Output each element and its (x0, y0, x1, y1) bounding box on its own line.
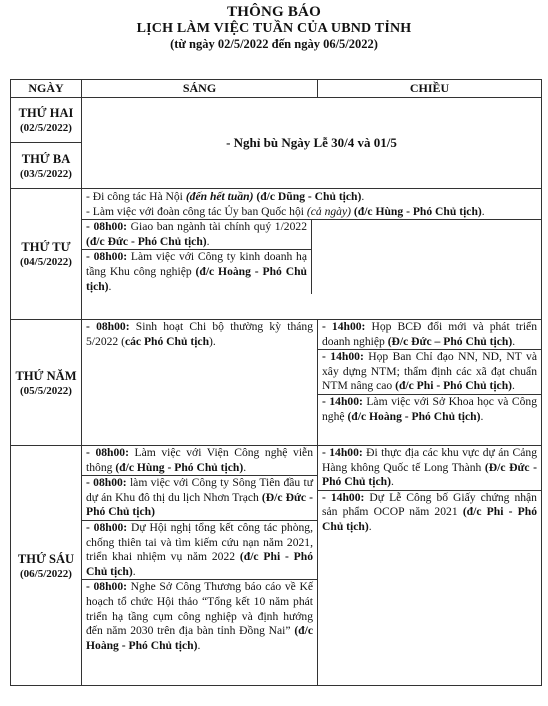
list-item: - 08h00: Sinh hoạt Chi bộ thường kỳ tháng 5/2022 (các Phó Chủ tịch). (86, 320, 313, 348)
day-cell-tuesday (11, 143, 82, 189)
document-header (0, 0, 548, 52)
list-item: - 14h00: Đi thực địa các khu vực dự án Cảng Hàng không Quốc tế Long Thành (Đ/c Đức - Phó Chủ tịch). (318, 446, 541, 491)
column-header-morning: SÁNG (82, 80, 318, 98)
wednesday-morning (82, 220, 312, 294)
day-date: (03/5/2022) (20, 167, 72, 180)
friday-afternoon (318, 446, 542, 686)
thursday-afternoon (318, 320, 542, 446)
list-item: - 08h00: Làm việc với Viện Công nghệ viễn thông (đ/c Hùng - Phó Chủ tịch). (82, 446, 317, 476)
thursday-morning (82, 320, 318, 446)
day-date: (04/5/2022) (20, 256, 72, 268)
day-cell-monday (11, 98, 82, 143)
table-row-friday (11, 446, 542, 686)
list-item: - 08h00: Làm việc với Công ty kinh doanh hạ tầng Khu công nghiệp (đ/c Hoàng - Phó Chủ tịch). (86, 250, 307, 293)
day-date: (06/5/2022) (20, 567, 72, 580)
day-name: THỨ SÁU (17, 551, 75, 566)
table-row-wednesday (11, 189, 542, 320)
table-header-row (11, 80, 542, 98)
list-item: - Đi công tác Hà Nội (đến hết tuần) (đ/c Dũng - Chủ tịch). (86, 190, 365, 203)
schedule-table (10, 79, 542, 686)
day-name: THỨ TƯ (21, 240, 71, 254)
holiday-cell: - Nghỉ bù Ngày Lễ 30/4 và 01/5 (82, 98, 542, 189)
column-header-afternoon: CHIỀU (318, 80, 542, 98)
date-range: (từ ngày 02/5/2022 đến ngày 06/5/2022) (170, 37, 378, 51)
day-cell-wednesday (11, 189, 82, 320)
list-item: - 14h00: Họp BCĐ đổi mới và phát triển doanh nghiệp (Đ/c Đức – Phó Chủ tịch). (318, 320, 541, 350)
day-cell-friday (11, 446, 82, 686)
day-date: (02/5/2022) (20, 122, 72, 134)
document-title: THÔNG BÁO (227, 4, 321, 20)
list-item: - 08h00: Dự Hội nghị tổng kết công tác phòng, chống thiên tai và tìm kiếm cứu nạn năm 2021, triển khai nhiệm vụ năm 2022 (đ/c Phi - Phó Chủ tịch). (82, 521, 317, 580)
list-item: - Làm việc với đoàn công tác Ủy ban Quốc hội (cả ngày) (đ/c Hùng - Phó Chủ tịch). (86, 204, 485, 218)
wednesday-split (82, 219, 541, 294)
document-subtitle: LỊCH LÀM VIỆC TUẦN CỦA UBND TỈNH (136, 21, 412, 36)
day-name: THỨ HAI (18, 106, 74, 120)
list-item: - 08h00: Nghe Sở Công Thương báo cáo về Kế hoạch tổ chức Hội thảo “Tổng kết 10 năm phát triển hạ tầng cụm công nghiệp và định hướng đến năm 2030 trên địa bàn tỉnh Đồng Nai” (đ/c Hoàng - Phó Chủ tịch). (86, 580, 313, 652)
table-row-monday (11, 98, 542, 143)
day-cell-thursday (11, 320, 82, 446)
list-item: - 14h00: Họp Ban Chỉ đạo NN, ND, NT và xây dựng NTM; thẩm định các xã đạt chuẩn NTM nâng cao (đ/c Phi - Phó Chủ tịch). (318, 350, 541, 395)
day-name: THỨ NĂM (15, 368, 77, 383)
list-item: - 08h00: làm việc với Công ty Sông Tiên đầu tư dự án Khu đô thị du lịch Nhơn Trạch (Đ/c Đức - Phó Chủ tịch) (82, 476, 317, 521)
table-row-thursday (11, 320, 542, 446)
wednesday-afternoon (312, 220, 541, 294)
day-name: THỨ BA (21, 151, 71, 166)
wednesday-schedule (82, 189, 542, 320)
list-item: - 08h00: Giao ban ngành tài chính quý 1/2022 (đ/c Đức - Phó Chủ tịch). (82, 220, 311, 250)
list-item: - 14h00: Dự Lễ Công bố Giấy chứng nhận sản phẩm OCOP năm 2021 (đ/c Phi - Phó Chủ tịch). (322, 490, 537, 533)
day-date: (05/5/2022) (20, 384, 72, 397)
list-item: - 14h00: Làm việc với Sở Khoa học và Công nghệ (đ/c Hoàng - Phó Chủ tịch). (322, 394, 537, 423)
friday-morning (82, 446, 318, 686)
column-header-day: NGÀY (11, 80, 82, 98)
